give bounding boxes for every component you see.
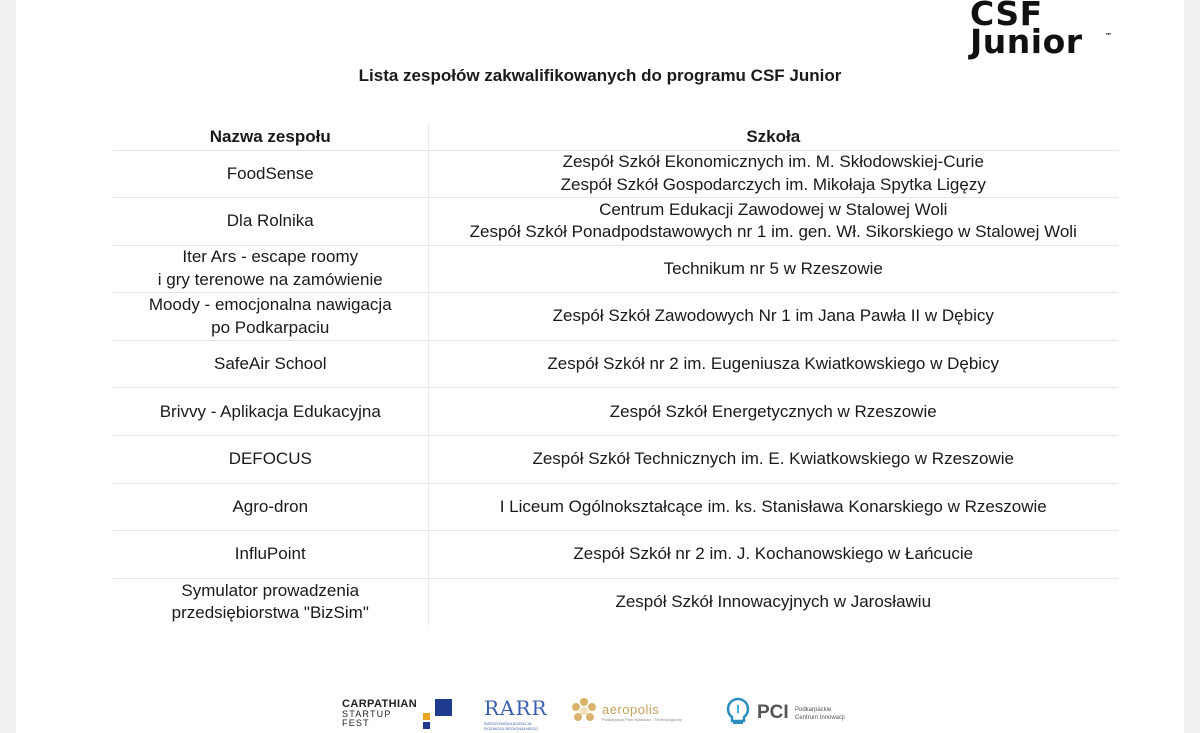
team-name-line: Symulator prowadzenia xyxy=(181,580,360,600)
page-title: Lista zespołów zakwalifikowanych do programu CSF Junior xyxy=(358,66,842,85)
team-name-line: i gry terenowe na zamówienie xyxy=(157,269,383,289)
school-cell xyxy=(428,483,1118,531)
table-row xyxy=(113,388,1118,436)
school-name-line: Zespół Szkół nr 2 im. J. Kochanowskiego w Łańcucie xyxy=(573,544,974,564)
aeropolis-logo-name: aeropolis xyxy=(602,702,660,717)
brand-line-1: CSF xyxy=(970,0,1043,33)
team-name-line: po Podkarpaciu xyxy=(211,317,330,337)
team-name-line: Iter Ars - escape roomy xyxy=(182,247,359,267)
pci-logo xyxy=(725,692,865,732)
header-school: Szkoła xyxy=(746,126,801,146)
table-row xyxy=(113,150,1118,198)
csf-logo-line-1: CARPATHIAN xyxy=(342,698,418,710)
team-name-cell xyxy=(113,198,428,246)
aeropolis-logo xyxy=(570,692,700,732)
table-row xyxy=(113,198,1118,246)
team-name-cell xyxy=(113,531,428,579)
partner-logos xyxy=(340,692,880,732)
school-name-line: I Liceum Ogólnokształcące im. ks. Stanisława Konarskiego w Rzeszowie xyxy=(499,496,1047,516)
team-name-line: Brivvy - Aplikacja Edukacyjna xyxy=(159,401,381,421)
pci-tagline-line-2: Centrum Innowacji xyxy=(795,715,845,721)
school-name-line: Zespół Szkół Zawodowych Nr 1 im Jana Pawła II w Dębicy xyxy=(552,306,994,326)
team-name-line: InfluPoint xyxy=(234,544,306,564)
pci-logo-tagline xyxy=(795,706,845,722)
team-name-line: SafeAir School xyxy=(214,353,327,373)
table-header-row xyxy=(113,124,1118,150)
csf-logo-small-square-icon xyxy=(423,722,430,729)
aeropolis-emblem-icon xyxy=(570,697,598,725)
header-team-name: Nazwa zespołu xyxy=(113,124,428,150)
brand-trademark: ™ xyxy=(1105,32,1112,40)
school-cell xyxy=(428,198,1118,246)
carpathian-startup-fest-logo xyxy=(340,692,455,732)
rarr-logo xyxy=(482,692,548,732)
csf-logo-line-3: FEST xyxy=(342,718,370,728)
school-name-line: Zespół Szkół Technicznych im. E. Kwiatkowskiego w Rzeszowie xyxy=(532,449,1015,469)
csf-logo-small-square-icon xyxy=(423,713,430,720)
school-name-line: Zespół Szkół Energetycznych w Rzeszowie xyxy=(609,401,937,421)
team-name-cell xyxy=(113,436,428,484)
team-name-cell xyxy=(113,245,428,293)
table-row xyxy=(113,531,1118,579)
rarr-logo-name: RARR xyxy=(484,696,548,720)
team-name-cell xyxy=(113,483,428,531)
school-name-line: Zespół Szkół Ekonomicznych im. M. Skłodowskiej-Curie xyxy=(562,152,984,172)
table-row xyxy=(113,483,1118,531)
table-row xyxy=(113,340,1118,388)
school-name-line: Centrum Edukacji Zawodowej w Stalowej Woli xyxy=(599,199,948,219)
school-name-line: Technikum nr 5 w Rzeszowie xyxy=(663,258,883,278)
table-body xyxy=(113,150,1118,626)
team-name-cell xyxy=(113,293,428,341)
lightbulb-icon xyxy=(725,697,751,727)
school-cell xyxy=(428,150,1118,198)
team-name-line: FoodSense xyxy=(226,163,314,183)
team-name-cell xyxy=(113,340,428,388)
school-cell xyxy=(428,436,1118,484)
school-cell xyxy=(428,531,1118,579)
team-name-cell xyxy=(113,150,428,198)
csf-logo-square-icon xyxy=(435,699,452,716)
table-row xyxy=(113,436,1118,484)
csf-junior-logo xyxy=(970,0,1120,60)
table-row xyxy=(113,578,1118,626)
school-cell xyxy=(428,578,1118,626)
team-name-cell xyxy=(113,388,428,436)
school-cell xyxy=(428,340,1118,388)
teams-table xyxy=(113,124,1118,626)
pci-tagline-line-1: Podkarpackie xyxy=(795,707,832,713)
school-name-line: Zespół Szkół Ponadpodstawowych nr 1 im. gen. Wł. Sikorskiego w Stalowej Woli xyxy=(469,222,1077,242)
table-row xyxy=(113,293,1118,341)
csf-logo-line-2: STARTUP xyxy=(342,709,392,719)
team-name-line: Agro-dron xyxy=(232,496,309,516)
table-row xyxy=(113,245,1118,293)
brand-line-2: Junior xyxy=(970,22,1083,61)
team-name-line: Dla Rolnika xyxy=(226,211,314,231)
school-cell xyxy=(428,388,1118,436)
school-name-line: Zespół Szkół Innowacyjnych w Jarosławiu xyxy=(615,592,932,612)
aeropolis-logo-tagline: Podkarpacki Park Naukowo - Technologiczny xyxy=(602,717,682,722)
team-name-line: Moody - emocjonalna nawigacja xyxy=(148,295,392,315)
school-cell xyxy=(428,293,1118,341)
team-name-line: DEFOCUS xyxy=(228,449,312,469)
team-name-line: przedsiębiorstwa "BizSim" xyxy=(171,603,369,623)
school-name-line: Zespół Szkół nr 2 im. Eugeniusza Kwiatkowskiego w Dębicy xyxy=(547,353,1000,373)
school-cell xyxy=(428,245,1118,293)
rarr-logo-tagline: RZESZOWSKA AGENCJA ROZWOJU REGIONALNEGO xyxy=(484,721,538,731)
pci-logo-name: PCI xyxy=(757,702,789,723)
school-name-line: Zespół Szkół Gospodarczych im. Mikołaja Spytka Ligęzy xyxy=(560,174,986,194)
team-name-cell xyxy=(113,578,428,626)
